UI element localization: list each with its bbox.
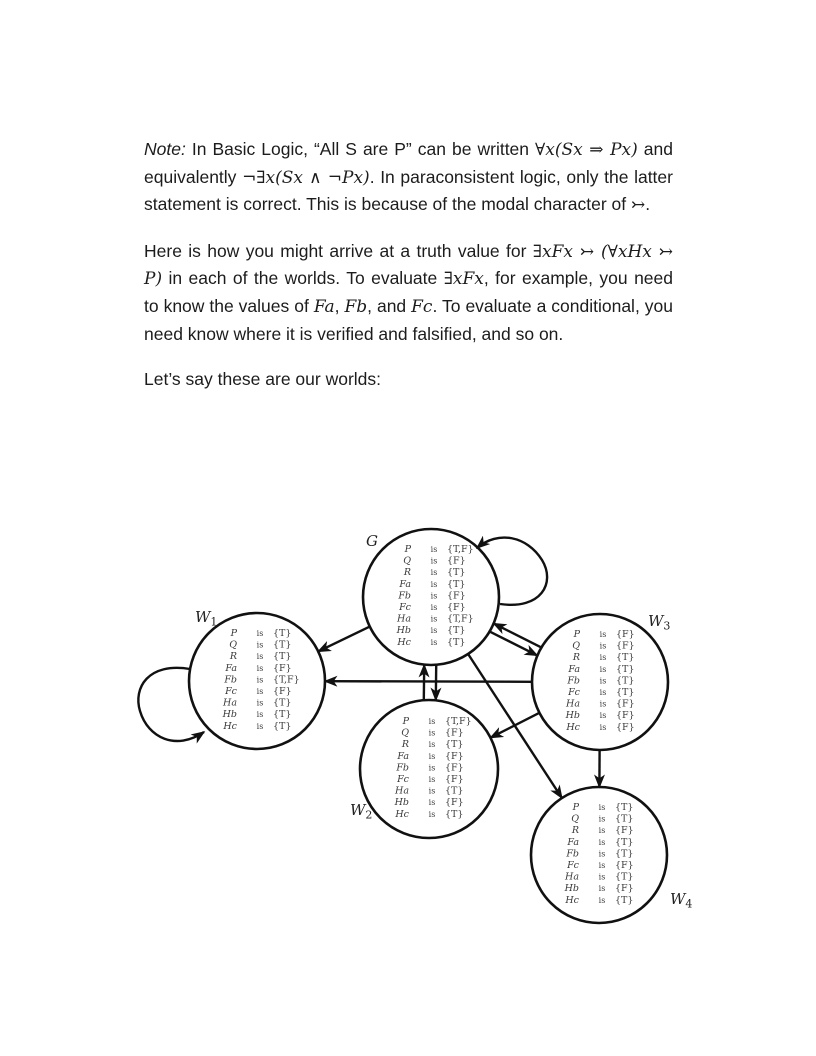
arrow-W3-to-G: [494, 624, 542, 648]
assignment-value: {F}: [447, 602, 466, 613]
assignment-value: {F}: [615, 883, 634, 895]
assignment-name: Q: [403, 555, 411, 567]
assignment-relation: is: [430, 545, 438, 554]
text-segment-math: ∀x(Sx ⇒ Px): [535, 140, 638, 160]
assignment-row: [565, 699, 635, 710]
assignment-relation: is: [430, 637, 438, 647]
assignment-row: [222, 721, 291, 732]
assignment-row: [395, 762, 463, 773]
assignment-value: {T}: [445, 785, 464, 797]
assignment-value: {T}: [445, 808, 464, 820]
assignment-name: Ha: [397, 613, 411, 625]
assignment-relation: is: [598, 803, 606, 812]
assignment-value: {T}: [616, 675, 635, 687]
assignment-name: Fc: [568, 687, 580, 698]
assignment-value: {T}: [273, 697, 292, 709]
assignment-name: Hc: [566, 721, 580, 733]
assignment-name: R: [401, 739, 409, 751]
text-segment-math: Fc: [411, 296, 433, 317]
text-segment-plain: .: [645, 194, 651, 215]
assignment-name: Hc: [565, 894, 579, 906]
assignment-value: {T}: [615, 836, 634, 848]
assignment-relation: is: [430, 591, 438, 601]
assignment-name: R: [403, 567, 411, 579]
assignment-relation: is: [256, 629, 264, 638]
text-segment-math: ∃xFx ↣ (∀xHx ↣ P): [144, 241, 673, 290]
assignment-value: {T,F}: [445, 716, 472, 727]
world-label-subscript: 2: [365, 808, 373, 822]
assignment-name: Ha: [395, 785, 409, 797]
assignment-row: [396, 625, 466, 636]
assignment-value: {T}: [616, 663, 635, 675]
assignment-relation: is: [430, 614, 438, 624]
assignment-row: [394, 797, 464, 808]
assignment-row: [398, 579, 465, 590]
text-segment-plain: in each of the worlds. To evaluate: [162, 268, 444, 289]
assignment-value: {F}: [616, 710, 635, 722]
assignment-relation: is: [428, 798, 436, 808]
assignment-relation: is: [428, 775, 436, 784]
assignment-relation: is: [599, 699, 607, 709]
assignment-relation: is: [430, 568, 438, 578]
assignment-value: {T}: [447, 578, 466, 590]
assignment-value: {F}: [273, 662, 292, 674]
assignment-row: [567, 687, 634, 698]
world-G: [363, 529, 499, 665]
text-segment-plain: In Basic Logic, “All S are P” can be written: [185, 139, 536, 159]
assignment-name: Ha: [566, 698, 580, 710]
world-label-subscript: 4: [685, 897, 693, 911]
assignment-row: [398, 602, 466, 613]
assignment-name: Hb: [565, 710, 580, 722]
arrow-G-to-W1: [318, 627, 370, 652]
assignment-name: Fb: [224, 674, 237, 686]
assignment-relation: is: [599, 711, 607, 721]
assignment-value: {T}: [447, 567, 466, 579]
assignment-name: Hb: [396, 625, 411, 637]
assignment-row: [567, 664, 634, 675]
world-W2: [350, 700, 498, 838]
world-label-subscript: 1: [210, 615, 218, 629]
assignment-value: {F}: [616, 721, 635, 733]
assignment-value: {T}: [615, 871, 634, 883]
assignment-row: [224, 686, 292, 697]
assignment-name: P: [404, 544, 411, 555]
assignment-relation: is: [599, 641, 607, 651]
assignment-row: [396, 751, 463, 762]
assignment-value: {T}: [273, 709, 292, 721]
text-segment-plain: and equivalently: [144, 139, 673, 187]
assignment-value: {T}: [447, 625, 466, 637]
assignment-row: [396, 637, 465, 648]
assignment-name: Hb: [564, 883, 579, 895]
assignment-value: {F}: [445, 774, 464, 785]
assignment-relation: is: [599, 676, 607, 686]
assignment-name: Fc: [397, 774, 409, 785]
assignment-relation: is: [428, 728, 436, 738]
assignment-relation: is: [256, 652, 264, 662]
assignment-name: Hc: [397, 636, 411, 648]
assignment-value: {F}: [447, 555, 466, 567]
assignment-row: [565, 710, 635, 721]
text-segment-math: ↣: [630, 195, 646, 216]
assignment-relation: is: [256, 721, 264, 731]
assignment-name: Fc: [567, 860, 579, 871]
assignment-name: Hc: [395, 808, 409, 820]
assignment-value: {T}: [616, 652, 635, 664]
assignment-row: [564, 883, 634, 894]
assignment-value: {F}: [616, 640, 635, 652]
assignment-name: Fa: [225, 662, 237, 674]
assignment-name: Fa: [397, 750, 409, 762]
assignment-relation: is: [430, 603, 438, 612]
assignment-row: [222, 709, 292, 720]
assignment-relation: is: [598, 837, 606, 847]
assignment-name: Q: [401, 727, 409, 739]
assignment-name: Fa: [568, 663, 580, 675]
assignment-relation: is: [428, 751, 436, 761]
assignment-value: {F}: [615, 860, 634, 871]
assignment-name: Hc: [223, 720, 237, 732]
assignment-value: {T,F}: [273, 674, 300, 686]
assignment-row: [394, 809, 463, 820]
assignment-row: [396, 614, 474, 625]
arrow-W3-to-W1: [325, 681, 532, 682]
assignment-row: [222, 698, 291, 709]
world-W3: [532, 612, 670, 750]
assignment-relation: is: [598, 826, 606, 836]
assignment-relation: is: [428, 809, 436, 819]
world-label-W1: $W_1$: [195, 608, 218, 629]
assignment-relation: is: [256, 710, 264, 720]
assignment-row: [224, 663, 291, 674]
assignment-row: [397, 590, 465, 601]
assignment-row: [564, 872, 633, 883]
assignment-relation: is: [428, 763, 436, 773]
world-W4: [531, 787, 692, 923]
assignment-name: R: [229, 651, 237, 663]
text-segment-math: Fb: [344, 296, 368, 317]
assignment-relation: is: [430, 579, 438, 589]
assignment-relation: is: [598, 814, 606, 824]
assignment-relation: is: [599, 722, 607, 732]
assignment-row: [566, 860, 634, 871]
assignment-value: {F}: [445, 750, 464, 762]
assignment-row: [396, 774, 464, 785]
text-segment-plain: . In paraconsistent logic, only the latter statement is correct. This is because of the modal character of: [144, 166, 673, 215]
assignment-relation: is: [598, 872, 606, 882]
assignment-name: Q: [572, 640, 580, 652]
assignment-relation: is: [598, 884, 606, 894]
assignment-name: Fa: [399, 578, 411, 590]
assignment-value: {F}: [615, 825, 634, 837]
assignment-value: {F}: [616, 698, 635, 710]
assignment-name: Q: [229, 639, 237, 651]
assignment-relation: is: [599, 688, 607, 697]
assignment-name: Fb: [566, 848, 579, 860]
text-segment-math: ∃xFx: [443, 269, 484, 290]
assignment-relation: is: [598, 849, 606, 859]
assignment-name: P: [402, 716, 409, 727]
world-W1: [189, 608, 325, 749]
assignment-relation: is: [256, 663, 264, 673]
text-segment-plain: Let’s say these are our worlds:: [144, 369, 382, 390]
assignment-name: Ha: [565, 871, 579, 883]
assignment-relation: is: [428, 786, 436, 796]
assignment-value: {T}: [445, 739, 464, 751]
assignment-row: [566, 675, 634, 686]
text-segment-plain: ,: [334, 295, 345, 316]
text-segment-plain: , for example, you need to know the values of: [144, 268, 674, 316]
assignment-relation: is: [599, 664, 607, 674]
assignment-relation: is: [598, 895, 606, 905]
assignment-name: Fb: [398, 590, 411, 602]
assignment-value: {F}: [616, 629, 635, 640]
assignment-name: P: [230, 628, 237, 639]
assignment-value: {T}: [615, 848, 634, 860]
world-label-subscript: 3: [663, 619, 671, 633]
assignment-name: P: [572, 802, 579, 813]
assignment-relation: is: [430, 556, 438, 566]
assignment-row: [566, 837, 633, 848]
assignment-relation: is: [256, 698, 264, 708]
assignment-value: {T}: [273, 651, 292, 663]
text-segment-plain: . To evaluate a conditional, you need know where it is verified and falsified, and so on.: [144, 295, 673, 344]
assignment-relation: is: [428, 740, 436, 750]
assignment-name: R: [572, 652, 580, 664]
assignment-name: Fa: [567, 836, 579, 848]
assignment-row: [565, 722, 634, 733]
assignment-value: {F}: [447, 590, 466, 602]
world-label-W2: $W_2$: [350, 801, 373, 822]
assignment-name: Fc: [225, 686, 237, 697]
text-segment-plain: , and: [367, 295, 412, 316]
assignment-relation: is: [256, 687, 264, 696]
assignment-value: {T}: [447, 636, 466, 648]
assignment-value: {F}: [445, 797, 464, 809]
assignment-value: {F}: [445, 727, 464, 739]
assignment-value: {T}: [615, 894, 634, 906]
assignment-row: [394, 786, 463, 797]
arrow-G-to-W3: [490, 632, 538, 656]
text-segment-italic: Note:: [144, 139, 186, 159]
assignment-relation: is: [598, 861, 606, 870]
assignment-value: {T}: [615, 802, 634, 813]
assignment-name: Q: [571, 813, 579, 825]
text-segment-math: ¬∃x(Sx ∧ ¬Px): [242, 167, 370, 188]
assignment-row: [564, 895, 633, 906]
assignment-value: {T}: [273, 720, 292, 732]
assignment-value: {F}: [273, 686, 292, 697]
world-label-W4: $W_4$: [670, 890, 693, 911]
assignment-value: {T}: [616, 687, 635, 698]
assignment-relation: is: [430, 626, 438, 636]
assignment-value: {T,F}: [447, 544, 474, 555]
assignment-name: R: [571, 825, 579, 837]
world-label-G: G: [366, 532, 378, 550]
assignment-relation: is: [256, 640, 264, 650]
assignment-name: Fb: [396, 762, 409, 774]
assignment-value: {T}: [273, 639, 292, 651]
assignment-name: P: [573, 629, 580, 640]
text-segment-plain: Here is how you might arrive at a truth value for: [144, 240, 533, 261]
assignment-value: {T}: [273, 628, 292, 639]
assignment-name: Ha: [223, 697, 237, 709]
assignment-value: {T,F}: [447, 613, 474, 625]
assignment-relation: is: [428, 717, 436, 726]
world-label-W3: $W_3$: [648, 612, 671, 633]
assignment-row: [223, 674, 299, 685]
assignment-value: {F}: [445, 762, 464, 774]
assignment-value: {T}: [615, 813, 634, 825]
assignment-name: Fb: [567, 675, 580, 687]
assignment-relation: is: [599, 653, 607, 663]
assignment-name: Fc: [399, 602, 411, 613]
text-segment-math: Fa: [313, 296, 335, 317]
assignment-relation: is: [256, 675, 264, 685]
assignment-name: Hb: [394, 797, 409, 809]
assignment-relation: is: [599, 630, 607, 639]
assignment-name: Hb: [222, 709, 237, 721]
assignment-row: [565, 848, 633, 859]
